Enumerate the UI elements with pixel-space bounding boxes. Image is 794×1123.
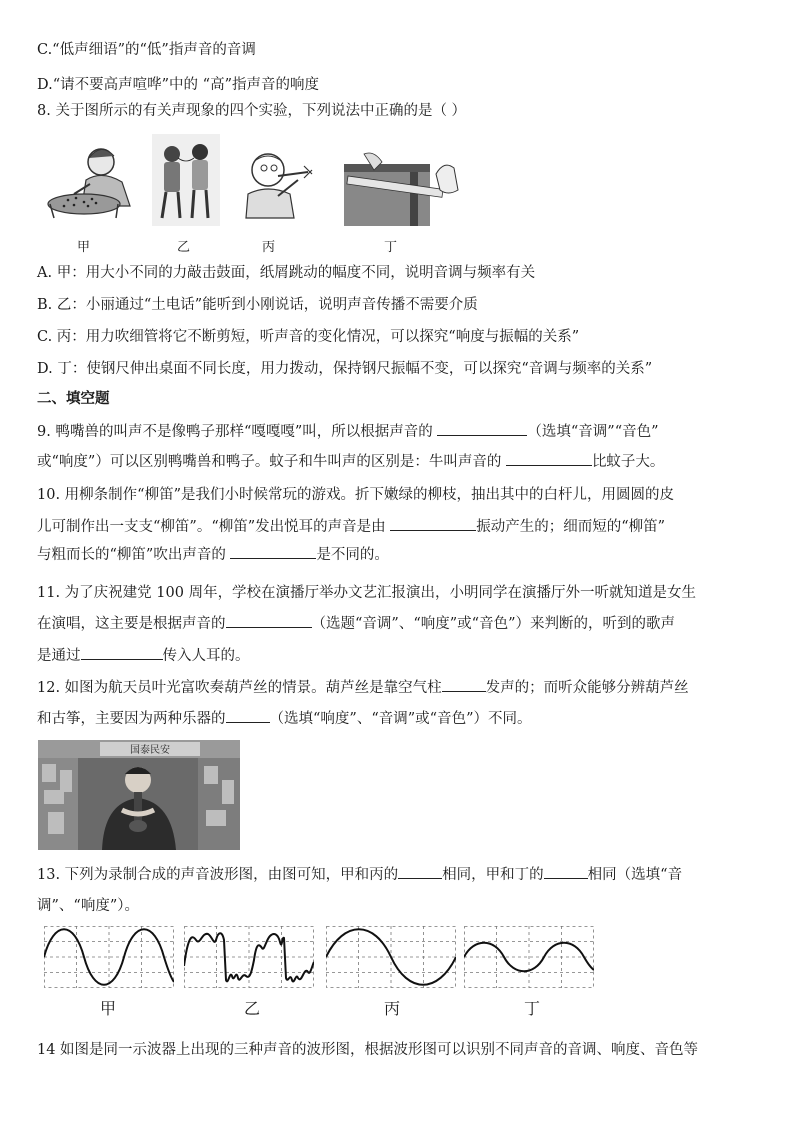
q8-label-bing: 丙 [262, 240, 276, 255]
photo-banner-text: 国泰民安 [130, 745, 170, 756]
q13-line-2: 调”、“响度”）。 [37, 898, 139, 914]
q13-waveform-yi [184, 926, 314, 988]
q13-label-yi: 乙 [244, 999, 261, 1018]
q14-line-1: 14 如图是同一示波器上出现的三种声音的波形图，根据波形图可以识别不同声音的音调、响度、音色等 [37, 1042, 699, 1058]
q8-option-a: A. 甲：用大小不同的力敲击鼓面，纸屑跳动的幅度不同，说明音调与频率有关 [37, 265, 536, 281]
q13-waveform-ding [464, 926, 594, 988]
q10-text: 儿可制作出一支支“柳笛”。“柳笛”发出悦耳的声音是由 [37, 519, 391, 535]
q12-text: 发声的；而听众能够分辨葫芦丝 [485, 680, 689, 696]
q10-line-3 [37, 544, 389, 565]
q11-text: 传入人耳的。 [162, 648, 250, 664]
q9-text: （选填“音调”“音色” [527, 424, 659, 440]
q8-figure-jia [44, 140, 140, 222]
q12-line-1 [37, 677, 689, 698]
q13-blank-1[interactable] [398, 864, 442, 879]
q8-label-jia: 甲 [77, 240, 91, 255]
q9-text: 或“响度”）可以区别鸭嘴兽和鸭子。蚊子和牛叫声的区别是：牛叫声音的 [37, 454, 506, 470]
q10-blank-1[interactable] [390, 516, 476, 531]
q9-line-1 [37, 421, 659, 442]
q8-stem: 8. 关于图所示的有关声现象的四个实验，下列说法中正确的是（ ） [37, 103, 467, 119]
section-title: 二、填空题 [37, 390, 110, 407]
q10-text: 是不同的。 [316, 547, 389, 563]
q13-label-ding: 丁 [524, 999, 541, 1018]
q8-label-yi: 乙 [177, 240, 191, 255]
q12-text: 12. 如图为航天员叶光富吹奏葫芦丝的情景。葫芦丝是靠空气柱 [37, 680, 442, 696]
q8-label-ding: 丁 [384, 240, 398, 255]
q11-text: （选题“音调”、“响度”或“音色”）来判断的，听到的歌声 [311, 616, 675, 632]
q9-text: 9. 鸭嘴兽的叫声不是像鸭子那样“嘎嘎嘎”叫，所以根据声音的 [37, 424, 438, 440]
q12-blank-2[interactable] [226, 708, 270, 723]
q12-line-2 [37, 708, 531, 729]
q13-waveform-bing [326, 926, 456, 988]
q7-option-d: D.“请不要高声喧哗”中的 “高”指声音的响度 [37, 77, 319, 93]
q13-blank-2[interactable] [544, 864, 588, 879]
q13-text: 13. 下列为录制合成的声音波形图，由图可知，甲和丙的 [37, 867, 399, 883]
q9-text: 比蚊子大。 [591, 454, 665, 470]
q11-line-1: 11. 为了庆祝建党 100 周年，学校在演播厅举办文艺汇报演出，小明同学在演播厅外一听就知道是女生 [37, 585, 697, 601]
q10-text: 与粗而长的“柳笛”吹出声音的 [37, 547, 231, 563]
q12-text: （选填“响度”、“音调”或“音色”）不同。 [269, 711, 532, 727]
q9-line-2 [37, 451, 664, 472]
q13-text: 相同，甲和丁的 [442, 867, 544, 883]
q8-figure-bing [238, 148, 318, 220]
q11-blank-2[interactable] [81, 645, 163, 660]
q8-option-b: B. 乙：小丽通过“土电话”能听到小刚说话，说明声音传播不需要介质 [37, 297, 478, 313]
q8-figure-ding [344, 150, 460, 226]
q9-blank-1[interactable] [437, 421, 527, 436]
q10-line-1: 10. 用柳条制作“柳笛”是我们小时候常玩的游戏。折下嫩绿的柳枝，抽出其中的白杆儿，用圆圆的皮 [37, 487, 674, 503]
q11-line-2 [37, 613, 675, 634]
q13-label-bing: 丙 [384, 999, 401, 1018]
q13-line-1 [37, 864, 682, 885]
q8-option-c: C. 丙：用力吹细管将它不断剪短，听声音的变化情况，可以探究“响度与振幅的关系” [37, 329, 580, 345]
q13-label-jia: 甲 [100, 999, 117, 1018]
q9-blank-2[interactable] [506, 451, 592, 466]
q11-text: 在演唱，这主要是根据声音的 [37, 616, 226, 632]
q8-option-d: D. 丁：使钢尺伸出桌面不同长度，用力拨动，保持钢尺振幅不变，可以探究“音调与频率的关系” [37, 361, 653, 377]
q7-option-c: C.“低声细语”的“低”指声音的音调 [37, 42, 256, 58]
q10-line-2 [37, 516, 665, 537]
q11-blank-1[interactable] [226, 613, 312, 628]
q13-text: 相同（选填“音 [587, 867, 683, 883]
q8-figure-yi [152, 134, 220, 226]
q11-text: 是通过 [37, 648, 81, 664]
q12-blank-1[interactable] [442, 677, 486, 692]
q12-text: 和古筝，主要因为两种乐器的 [37, 711, 226, 727]
q13-waveform-jia [44, 926, 174, 988]
q10-blank-2[interactable] [230, 544, 316, 559]
q12-astronaut-photo [38, 740, 240, 850]
q10-text: 振动产生的；细而短的“柳笛” [476, 519, 666, 535]
q11-line-3 [37, 645, 250, 666]
